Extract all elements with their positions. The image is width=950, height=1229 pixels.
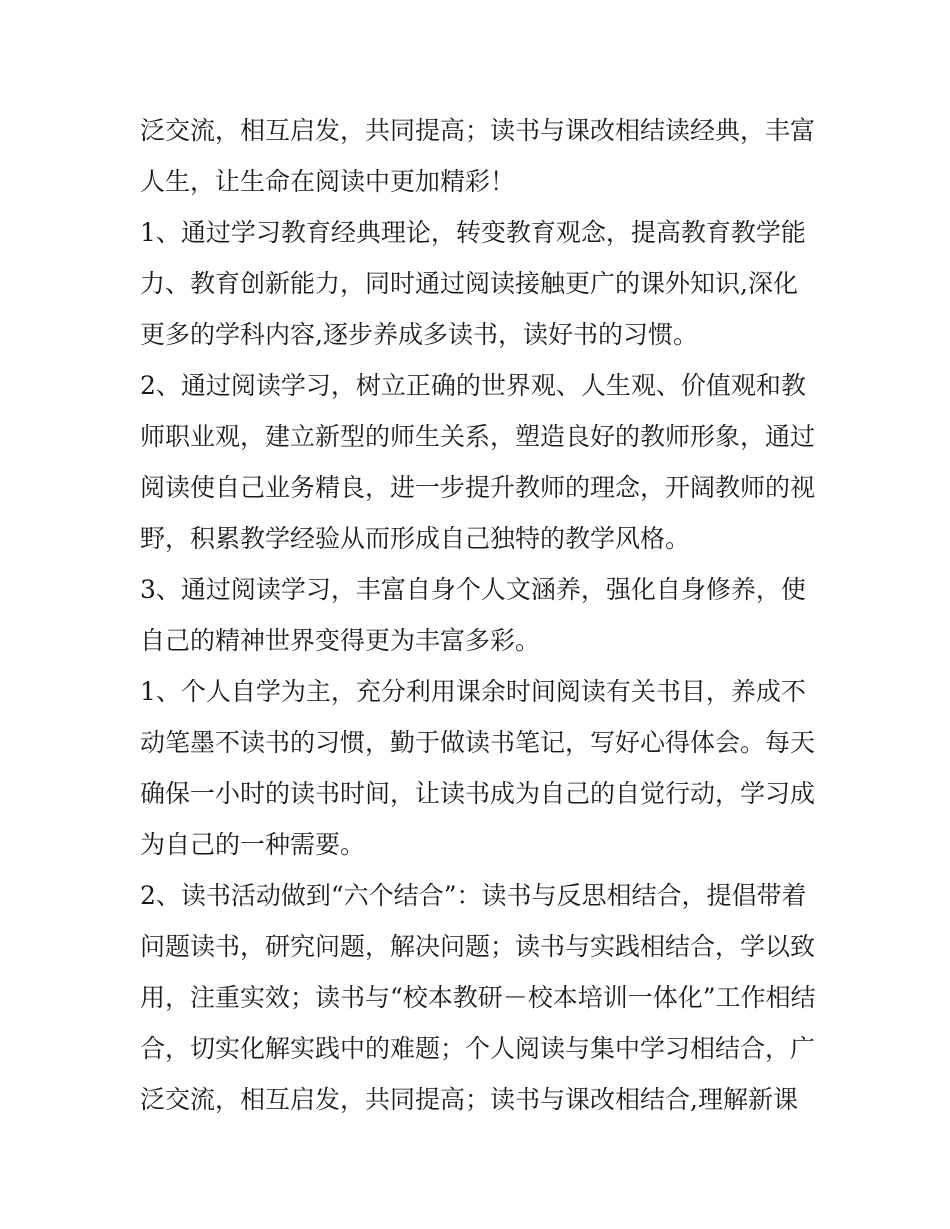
text-line: 问题读书，研究问题，解决问题；读书与实践相结合，学以致: [140, 932, 816, 961]
text-line: 野，积累教学经验从而形成自己独特的教学风格。: [140, 524, 691, 553]
text-line: 为自己的一种需要。: [140, 830, 366, 859]
text-line: 用，注重实效；读书与“校本教研－校本培训一体化”工作相结: [140, 983, 816, 1012]
text-line: 1、个人自学为主，充分利用课余时间阅读有关书目，养成不: [140, 677, 806, 706]
text-line: 3、通过阅读学习，丰富自身个人文涵养，强化自身修养，使: [140, 575, 806, 604]
text-line: 师职业观，建立新型的师生关系，塑造良好的教师形象，通过: [140, 422, 816, 451]
text-line: 人生，让生命在阅读中更加精彩！: [140, 167, 516, 196]
text-line: 阅读使自己业务精良，进一步提升教师的理念，开阔教师的视: [140, 473, 816, 502]
text-line: 自己的精神世界变得更为丰富多彩。: [140, 626, 541, 655]
text-line: 泛交流，相互启发，共同提高；读书与课改相结合,理解新课: [140, 1085, 798, 1114]
text-line: 确保一小时的读书时间，让读书成为自己的自觉行动，学习成: [140, 779, 816, 808]
text-line: 力、教育创新能力，同时通过阅读接触更广的课外知识,深化: [140, 269, 798, 298]
text-line: 泛交流，相互启发，共同提高；读书与课改相结读经典，丰富: [140, 116, 816, 145]
text-line: 1、通过学习教育经典理论，转变教育观念，提高教育教学能: [140, 218, 806, 247]
text-line: 2、通过阅读学习，树立正确的世界观、人生观、价值观和教: [140, 371, 806, 400]
text-line: 2、读书活动做到“六个结合”：读书与反思相结合，提倡带着: [140, 881, 807, 910]
text-line: 更多的学科内容,逐步养成多读书，读好书的习惯。: [140, 320, 698, 349]
text-line: 合，切实化解实践中的难题；个人阅读与集中学习相结合，广: [140, 1034, 816, 1063]
text-line: 动笔墨不读书的习惯，勤于做读书笔记，写好心得体会。每天: [140, 728, 816, 757]
